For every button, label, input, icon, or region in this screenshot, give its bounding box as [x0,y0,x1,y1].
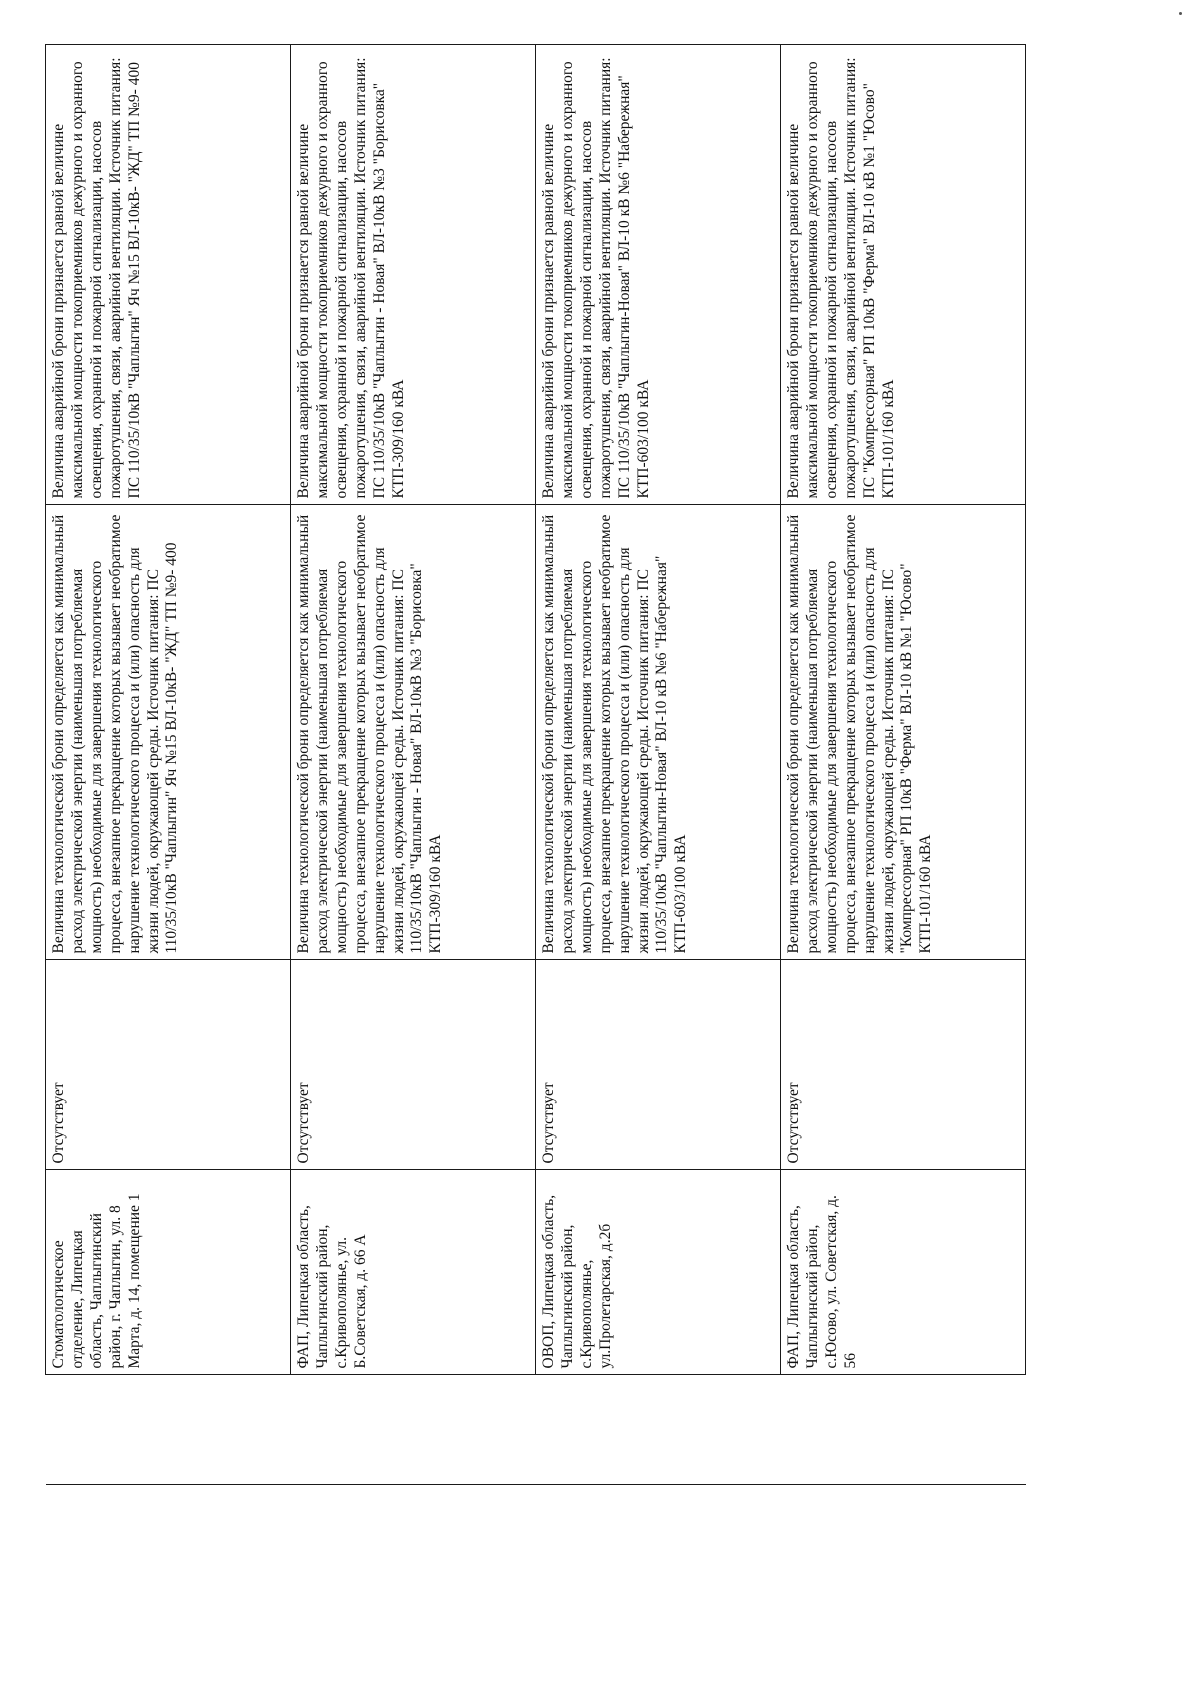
address-cell [46,1170,291,1375]
status-text: Отсутствует [50,1082,67,1164]
blank-cell [46,1375,291,1485]
table-row [536,45,781,1645]
table-row [291,45,536,1645]
tech-reserve-cell [291,505,536,960]
tech-reserve-text: Величина технологической брони определяется как минимальный расход электрической энергии (наименьшая потребляемая мощность) необходимые для завершения технологического процесса, внезапное прекращение которых вызывает необратимое нарушение технологического процесса и (или) опасность для жизни людей, окружающей среды. Источник питания: ПС 110/35/10кВ "Чаплыгин-Новая" ВЛ-10 кВ №6 "Набережная" КТП-603/100 кВА [540,510,690,954]
emergency-reserve-text: Величина аварийной брони признается равной величине максимальной мощности токоприемников дежурного и охранного освещения, охранной и пожарной сигнализации, насосов пожаротушения, связи, аварийной вентиляции. Источник питания: ПС "Компрессорная" РП 10кВ "Ферма" ВЛ-10 кВ №1 "Юсово" КТП-101/160 кВА [785,53,897,499]
address-cell [536,1170,781,1375]
blank-cell [291,1485,536,1645]
status-text: Отсутствует [295,1082,312,1164]
tech-reserve-cell [46,505,291,960]
tech-reserve-text: Величина технологической брони определяется как минимальный расход электрической энергии (наименьшая потребляемая мощность) необходимые для завершения технологического процесса, внезапное прекращение которых вызывает необратимое нарушение технологического процесса и (или) опасность для жизни людей, окружающей среды. Источник питания: ПС "Компрессорная" РП 10кВ "Ферма" ВЛ-10 кВ №1 "Юсово" КТП-101/160 кВА [785,510,935,954]
status-cell [46,960,291,1170]
status-cell [781,960,1026,1170]
emergency-reserve-cell [781,45,1026,505]
blank-cell [781,1375,1026,1485]
tech-reserve-text: Величина технологической брони определяется как минимальный расход электрической энергии (наименьшая потребляемая мощность) необходимые для завершения технологического процесса, внезапное прекращение которых вызывает необратимое нарушение технологического процесса и (или) опасность для жизни людей, окружающей среды. Источник питания: ПС 110/35/10кВ "Чаплыгин" Яч №15 ВЛ-10кВ- "ЖД" ТП №9- 400 [50,510,181,954]
status-cell [536,960,781,1170]
emergency-reserve-cell [291,45,536,505]
power-reserve-table [45,45,1026,1646]
blank-cell [536,1485,781,1645]
emergency-reserve-text: Величина аварийной брони признается равной величине максимальной мощности токоприемников дежурного и охранного освещения, охранной и пожарной сигнализации, насосов пожаротушения, связи, аварийной вентиляции. Источник питания: ПС 110/35/10кВ "Чаплыгин-Новая" ВЛ-10 кВ №6 "Набережная" КТП-603/100 кВА [540,53,652,499]
emergency-reserve-text: Величина аварийной брони признается равной величине максимальной мощности токоприемников дежурного и охранного освещения, охранной и пожарной сигнализации, насосов пожаротушения, связи, аварийной вентиляции. Источник питания: ПС 110/35/10кВ "Чаплыгин" Яч №15 ВЛ-10кВ- "ЖД" ТП №9- 400 [50,53,143,499]
table-row [781,45,1026,1645]
table-row [46,45,291,1645]
blank-cell [781,1485,1026,1645]
status-text: Отсутствует [540,1082,557,1164]
address-cell [291,1170,536,1375]
tech-reserve-cell [536,505,781,960]
emergency-reserve-cell [46,45,291,505]
blank-cell [291,1375,536,1485]
blank-cell [536,1375,781,1485]
tech-reserve-cell [781,505,1026,960]
address-text: ФАП, Липецкая область, Чаплыгинский район, с.Юсово, ул. Советская, д. 56 [785,1191,859,1369]
status-cell [291,960,536,1170]
blank-cell [46,1485,291,1645]
status-text: Отсутствует [785,1082,802,1164]
address-text: ФАП, Липецкая область, Чаплыгинский район, с.Кривополянье, ул. Б.Советская, д. 66 А [295,1201,369,1369]
address-text: Стоматологическое отделение, Липецкая область, Чаплыгинский район, г. Чаплыгин, ул. 8 Марта, д. 14, помещение 1 [50,1193,143,1369]
scan-dot [1179,12,1182,15]
emergency-reserve-text: Величина аварийной брони признается равной величине максимальной мощности токоприемников дежурного и охранного освещения, охранной и пожарной сигнализации, насосов пожаротушения, связи, аварийной вентиляции. Источник питания: ПС 110/35/10кВ "Чаплыгин - Новая" ВЛ-10кВ №3 "Борисовка" КТП-309/160 кВА [295,53,407,499]
address-cell [781,1170,1026,1375]
tech-reserve-text: Величина технологической брони определяется как минимальный расход электрической энергии (наименьшая потребляемая мощность) необходимые для завершения технологического процесса, внезапное прекращение которых вызывает необратимое нарушение технологического процесса и (или) опасность для жизни людей, окружающей среды. Источник питания: ПС 110/35/10кВ "Чаплыгин - Новая" ВЛ-10кВ №3 "Борисовка" КТП-309/160 кВА [295,510,445,954]
emergency-reserve-cell [536,45,781,505]
rotated-table-container [45,45,1085,1645]
address-text: ОВОП, Липецкая область, Чаплыгинский район, с.Кривополянье, ул.Пролетарская, д.2б [540,1191,614,1369]
